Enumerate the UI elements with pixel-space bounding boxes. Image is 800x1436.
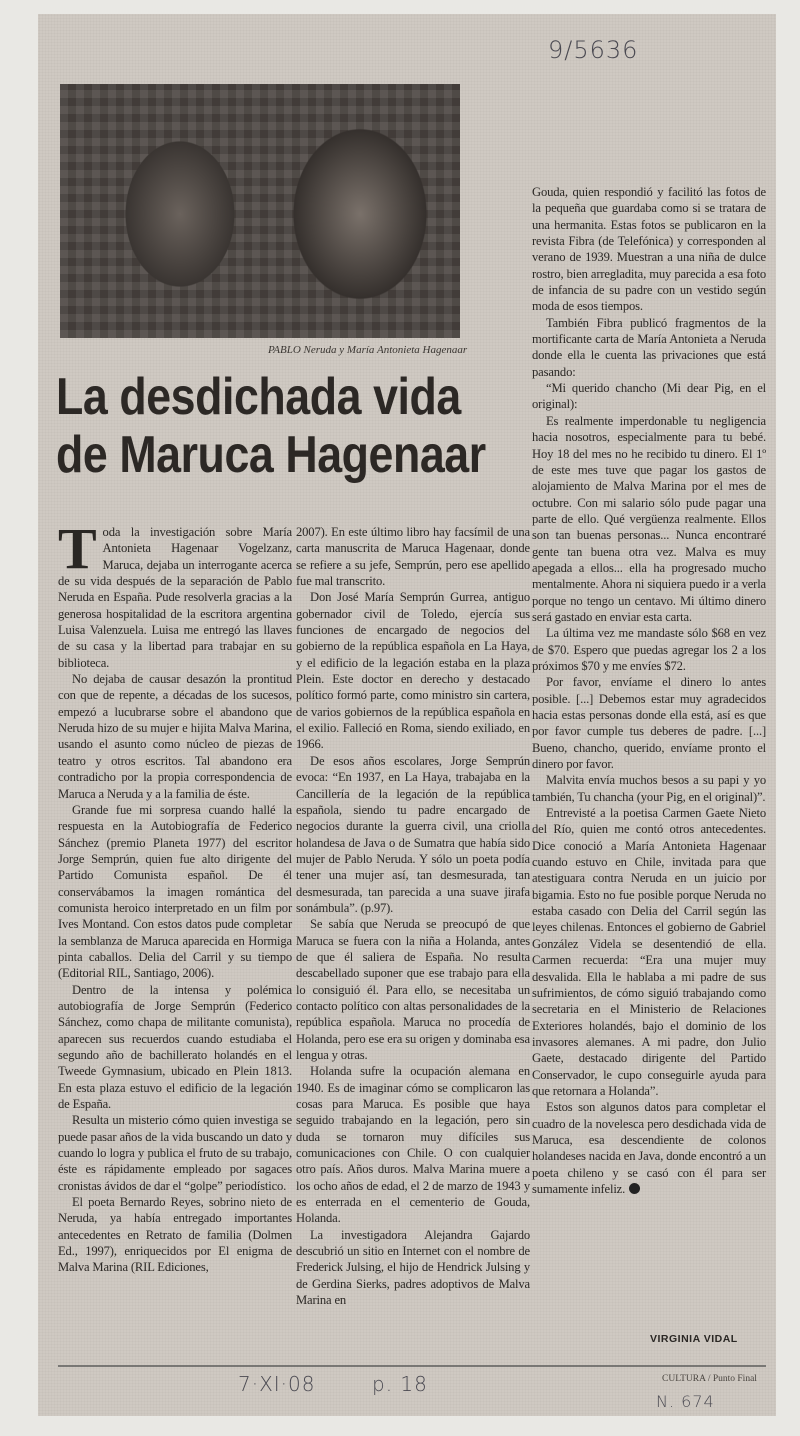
paragraph: El poeta Bernardo Reyes, sobrino nieto de Neruda, ya había entregado importantes antecedentes en Retrato de familia (Dolmen Ed., 1997), enriquecidos por El enigma de Malva Marina (RIL Ediciones, xyxy=(58,1195,292,1275)
paragraph: De esos años escolares, Jorge Semprún evoca: “En 1937, en La Haya, trabajaba en la Cancillería de la legación de la república española, siendo tu padre encargado de negocios durante la guerra civil, una criolla holandesa de Java o de Sumatra que había sido mujer de Pablo Neruda. Y sólo un poeta podía tener una mujer así, tan desmesurada, tan desmesurada, tan parecida a una suave jirafa sonámbula”. (p.97). xyxy=(296,753,530,915)
column-3 xyxy=(532,184,766,1197)
title-line-1: La desdichada vida xyxy=(56,368,461,426)
paragraph: Entrevisté a la poetisa Carmen Gaete Nieto del Río, quien me contó otros antecedentes. Dice conoció a María Antonieta Hagenaar cuando estuvo en Chile, invitada para que atestiguara contra Neruda en un juicio por bigamia. Esto no fue posible porque Neruda no estaba casado con Delia del Carril según las leyes chilenas. Entonces el gobierno de Gabriel González Videla se desentendió de ella. Carmen recuerda: “Era una mujer muy desvalida. Ella le hablaba a mi padre de sus sufrimientos, de cómo siguió trabajando como secretaria en el Ministerio de Relaciones Exteriores holandés, bajo el dominio de los invasores alemanes. A mi padre, don Julio Gaete, destacado dirigente del Partido Conservador, le cupo conseguirle ayuda para que retornara a Holanda”. xyxy=(532,806,766,1098)
paragraph: Es realmente imperdonable tu negligencia hacia nosotros, especialmente para tu bebé. Hoy 18 del mes no he recibido tu dinero. El 1º de este mes tuve que pagar los gastos de alojamiento de Malva Marina por el mes de octubre. Con mi salario sólo pude pagar una parte de ello. Qué vergüenza realmente. Ellos son tan buenas personas... Nunca encontraré gente tan buena otra vez. Malva es muy apegada a ellos... ella ha progresado mucho mentalmente. Ahora ni siquiera puedo ir a verla porque no tengo un centavo. Mi último dinero será gastado en enviar esta carta. xyxy=(532,413,766,624)
paragraph: Malvita envía muchos besos a su papi y yo también, Tu chancha (your Pig, en el original)”. xyxy=(532,773,766,804)
handwritten-date: 7·XI·08 xyxy=(238,1372,316,1396)
paragraph: Don José María Semprún Gurrea, antiguo gobernador civil de Toledo, ejercía sus funciones de encargado de negocios del gobierno de la república española en La Haya, y el edificio de la legación estaba en la plaza Plein. Este doctor en derecho y destacado político formó parte, como ministro sin cartera, de varios gobiernos de la república española en el exilio. Falleció en Roma, siendo exiliado, en 1966. xyxy=(296,590,530,752)
paragraph: La investigadora Alejandra Gajardo descubrió un sitio en Internet con el nombre de Frederick Julsing, el hijo de Hendrick Julsing y de Gerdina Sierks, padres adoptivos de Malva Marina en xyxy=(296,1227,530,1308)
paragraph: Resulta un misterio cómo quien investiga se puede pasar años de la vida buscando un dato y cuando lo logra y publica el fruto de su trabajo, éste es rápidamente empleado por sagaces cronistas ávidos de dar el “golpe” periodístico. xyxy=(58,1113,292,1193)
column-2 xyxy=(296,524,530,1309)
title-line-2: de Maruca Hagenaar xyxy=(56,426,486,484)
archive-mark: 9/5636 xyxy=(548,36,639,64)
paragraph: 2007). En este último libro hay facsímil de una carta manuscrita de Maruca Hagenaar, donde se refiere a su jefe, Semprún, pero ese apellido fue mal transcrito. xyxy=(296,525,530,589)
paragraph: Se sabía que Neruda se preocupó de que Maruca se fuera con la niña a Holanda, antes de que él saliera de España. No resulta descabellado suponer que ese trabajo para ella lo consiguió él. Para ello, se necesitaba un contacto político con altas personalidades de la república española. Maruca no procedía de Holanda, pero ese era su origen y dominaba esa lengua y otras. xyxy=(296,917,530,1062)
paragraph: También Fibra publicó fragmentos de la mortificante carta de María Antonieta a Neruda donde ella le cuenta las privaciones que está pasando: xyxy=(532,315,766,379)
divider xyxy=(58,1365,766,1367)
paragraph: No dejaba de causar desazón la prontitud con que de repente, a décadas de los sucesos, empezó a lucubrarse sobre el abandono que Neruda hizo de su mujer e hijita Malva Marina, usando el asunto como núcleo de piezas de teatro y otros escritos. Tal abandono era contradicho por la propia correspondencia de Maruca a Neruda y a la familia de éste. xyxy=(58,672,292,801)
paragraph: Toda la investigación sobre María Antonieta Hagenaar Vogelzanz, Maruca, dejaba un interrogante acerca de su vida después de la separación de Pablo Neruda en España. Pude resolverla gracias a la generosa hospitalidad de la escritora argentina Luisa Valenzuela. Luisa me entregó las llaves de su casa y la libertad para trabajar en su biblioteca. xyxy=(58,516,292,670)
paragraph: La última vez me mandaste sólo $68 en vez de $70. Espero que puedas agregar los 2 a los próximos $70 y me envíes $72. xyxy=(532,626,766,673)
paragraph: Dentro de la intensa y polémica autobiografía de Jorge Semprún (Federico Sánchez, como chapa de militante comunista), aparecen sus recuerdos cuando estudiaba el segundo año de bachillerato holandés en el Tweede Gymnasium, ubicado en Plein 1813. En esta plaza estuvo el edificio de la legación de España. xyxy=(58,982,292,1112)
paragraph: Grande fue mi sorpresa cuando hallé la respuesta en la Autobiografía de Federico Sánchez (premio Planeta 1977) del escritor Jorge Semprún, quien fue alto dirigente del Partido Comunista español. De él conservábamos la imagen romántica del comunista heroico interpretado en un film por Ives Montand. Con estos datos pude completar la semblanza de Maruca aparecida en Hormiga pinta caballos. Delia del Carril y su tiempo (Editorial RIL, Santiago, 2006). xyxy=(58,802,292,981)
paragraph: Gouda, quien respondió y facilitó las fotos de la pequeña que guardaba como si se tratara de una hermanita. Estas fotos se publicaron en la revista Fibra (de Telefónica) y corresponden al verano de 1939. Muestran a una niña de dulce rostro, bien arregladita, muy parecida a esa foto de infancia de su padre con un vestido según moda de esos tiempos. xyxy=(532,185,766,314)
paragraph: “Mi querido chancho (Mi dear Pig, en el original): xyxy=(532,381,766,412)
drop-cap: T xyxy=(58,516,97,581)
photo-caption: PABLO Neruda y María Antonieta Hagenaar xyxy=(268,344,468,356)
handwritten-issue: N. 674 xyxy=(656,1392,715,1411)
publication-source: CULTURA / Punto Final xyxy=(662,1374,757,1384)
article-title xyxy=(56,368,486,484)
article-photo xyxy=(60,84,460,338)
handwritten-page: p. 18 xyxy=(372,1372,428,1396)
byline: VIRGINIA VIDAL xyxy=(650,1333,738,1345)
paragraph: Estos son algunos datos para completar el cuadro de la novelesca pero desdichada vida de Maruca, esa descendiente de colonos holandeses nacida en Java, donde encontró a un poeta chileno y se casó con él para ser sumamente infeliz. xyxy=(532,1100,766,1196)
column-1 xyxy=(58,516,292,1276)
paragraph: Holanda sufre la ocupación alemana en 1940. Es de imaginar cómo se complicaron las cosas para Maruca. Es posible que haya seguido trabajando en la legación, pero sin duda se tornaron muy difíciles sus comunicaciones con Chile. O con cualquier otro país. Años duros. Malva Marina muere a los ocho años de edad, el 2 de marzo de 1943 y es enterrada en el cementerio de Gouda, Holanda. xyxy=(296,1064,530,1226)
end-mark-icon xyxy=(629,1183,640,1194)
paragraph: Por favor, envíame el dinero lo antes posible. [...] Debemos estar muy agradecidos hacia estas personas donde ella está, así es que por favor cumple tus deberes de padre. [...] Bueno, chancho, querido, envíame pronto el dinero por favor. xyxy=(532,675,766,772)
